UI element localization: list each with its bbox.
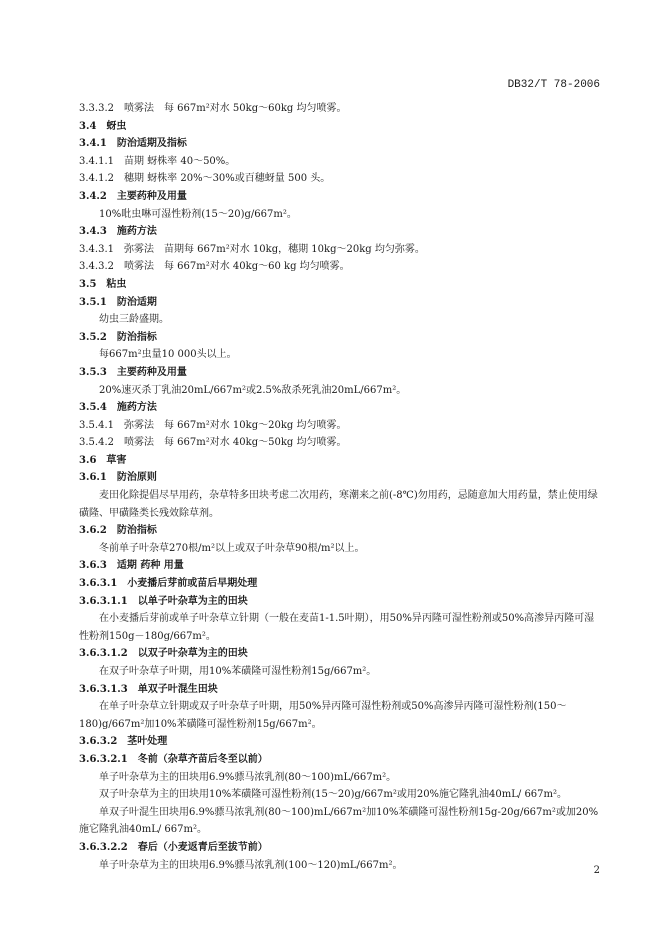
clause-line: 3.4.3.1 弥雾法 苗期每 667m²对水 10kg，穗期 10kg～20kg 均匀弥雾。	[79, 243, 425, 255]
clause-line: 3.5.4.1 弥雾法 每 667m²对水 10kg～20kg 均匀喷雾。	[79, 419, 347, 431]
section-heading: 3.6.3.2 茎叶处理	[79, 736, 168, 748]
section-heading: 3.6.3.2.2 春后（小麦返青后至拔节前）	[79, 841, 268, 853]
body-paragraph: 在小麦播后芽前或单子叶杂草立针期（一般在麦苗1-1.5叶期），用50%异丙隆可湿性粉剂或50%高渗异丙隆可湿性粉剂150g－180g/667m²。	[79, 613, 595, 642]
document-body	[79, 100, 601, 874]
clause-line: 3.5.4.2 喷雾法 每 667m²对水 40kg～50kg 均匀喷雾。	[79, 437, 347, 449]
section-heading: 3.5.1 防治适期	[79, 296, 157, 308]
body-paragraph: 麦田化除提倡尽早用药，杂草特多田块考虑二次用药，寒潮来之前(-8℃)勿用药，忌随意加大用药量，禁止使用绿磺隆、甲磺隆类长残效除草剂。	[79, 490, 598, 519]
page-number: 2	[593, 865, 600, 876]
body-line: 在双子叶杂草子叶期，用10%苯磺隆可湿性粉剂15g/667m²。	[99, 666, 377, 677]
clause-line: 3.4.3.2 喷雾法 每 667m²对水 40kg～60 kg 均匀喷雾。	[79, 261, 350, 273]
body-line: 单子叶杂草为主的田块用6.9%骠马浓乳剂(100～120)mL/667m²。	[99, 859, 403, 871]
section-heading: 3.6.3 适期 药种 用量	[79, 560, 184, 572]
section-heading: 3.4.3 施药方法	[79, 226, 157, 238]
section-heading: 3.5.3 主要药种及用量	[79, 366, 187, 378]
section-heading: 3.6.2 防治指标	[79, 525, 157, 537]
section-heading: 3.6.3.1.3 单双子叶混生田块	[79, 683, 218, 695]
clause-line: 3.3.3.2 喷雾法 每 667m²对水 50kg～60kg 均匀喷雾。	[79, 103, 347, 114]
section-heading: 3.4.2 主要药种及用量	[79, 190, 187, 202]
section-heading: 3.6.3.1 小麦播后芽前或苗后早期处理	[79, 578, 258, 590]
body-line: 20%速灭杀丁乳油20mL/667m²或2.5%敌杀死乳油20mL/667m²。	[99, 384, 407, 396]
body-line: 幼虫三龄盛期。	[99, 314, 169, 326]
section-heading: 3.4.1 防治适期及指标	[79, 138, 187, 150]
body-line: 每667m²虫量10 000头以上。	[99, 349, 237, 361]
clause-line: 3.4.1.2 穗期 蚜株率 20%～30%或百穗蚜量 500 头。	[79, 173, 331, 185]
section-heading: 3.5 粘虫	[79, 278, 127, 290]
section-heading: 3.6.3.1.2 以双子叶杂草为主的田块	[79, 648, 248, 660]
section-heading: 3.6.3.1.1 以单子叶杂草为主的田块	[79, 595, 248, 607]
body-line: 双子叶杂草为主的田块用10%苯磺隆可湿性粉剂(15～20)g/667m²或用20%施它隆乳油40mL/ 667m²。	[99, 789, 568, 801]
body-paragraph: 单双子叶混生田块用6.9%骠马浓乳剂(80～100)mL/667m²加10%苯磺隆可湿性粉剂15g-20g/667m²或加20%施它隆乳油40mL/ 667m²。	[79, 806, 599, 836]
section-heading: 3.6.3.2.1 冬前（杂草齐苗后冬至以前）	[79, 753, 268, 765]
section-heading: 3.5.4 施药方法	[79, 402, 157, 414]
section-heading: 3.6.1 防治原则	[79, 472, 157, 484]
section-heading: 3.4 蚜虫	[79, 120, 127, 132]
body-paragraph: 在单子叶杂草立针期或双子叶杂草子叶期，用50%异丙隆可湿性粉剂或50%高渗异丙隆可湿性粉剂(150～180)g/667m²加10%苯磺隆可湿性粉剂15g/667m²。	[79, 701, 567, 730]
body-line: 10%吡虫啉可湿性粉剂(15～20)g/667m²。	[99, 208, 297, 220]
section-heading: 3.6 草害	[79, 454, 127, 466]
body-line: 单子叶杂草为主的田块用6.9%骠马浓乳剂(80～100)mL/667m²。	[99, 771, 397, 783]
clause-line: 3.4.1.1 苗期 蚜株率 40～50%。	[79, 155, 236, 167]
body-line: 冬前单子叶杂草270根/m²以上或双子叶杂草90根/m²以上。	[99, 542, 365, 554]
document-code: DB32/T 78-2006	[507, 79, 600, 91]
section-heading: 3.5.2 防治指标	[79, 331, 157, 343]
